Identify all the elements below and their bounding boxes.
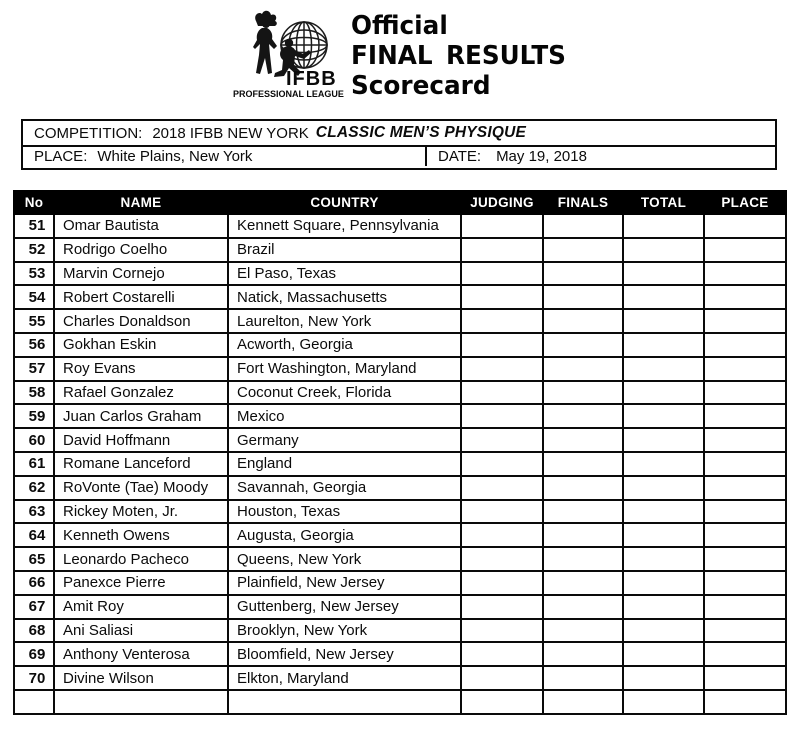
- table-row: [14, 381, 786, 405]
- competition-row: [23, 121, 775, 147]
- cell-finals: [543, 523, 623, 547]
- cell-judging: [461, 285, 543, 309]
- table-row: [14, 500, 786, 524]
- cell-judging: [461, 619, 543, 643]
- cell-total: [623, 500, 704, 524]
- cell-country: [228, 690, 461, 714]
- table-row: [14, 619, 786, 643]
- cell-country: Guttenberg, New Jersey: [228, 595, 461, 619]
- cell-judging: [461, 262, 543, 286]
- competition-label: COMPETITION:: [34, 124, 143, 142]
- cell-finals: [543, 547, 623, 571]
- cell-finals: [543, 238, 623, 262]
- cell-no: 64: [14, 523, 54, 547]
- cell-total: [623, 452, 704, 476]
- cell-country: Queens, New York: [228, 547, 461, 571]
- cell-judging: [461, 333, 543, 357]
- competition-value: 2018 IFBB NEW YORK: [152, 124, 309, 142]
- cell-name: Roy Evans: [54, 357, 228, 381]
- cell-judging: [461, 452, 543, 476]
- cell-name: David Hoffmann: [54, 428, 228, 452]
- cell-no: 51: [14, 214, 54, 238]
- header-judging: JUDGING: [461, 191, 543, 214]
- cell-total: [623, 595, 704, 619]
- cell-name: Charles Donaldson: [54, 309, 228, 333]
- cell-finals: [543, 381, 623, 405]
- cell-country: Coconut Creek, Florida: [228, 381, 461, 405]
- date-cell: [425, 147, 775, 166]
- cell-no: 59: [14, 404, 54, 428]
- cell-name: Gokhan Eskin: [54, 333, 228, 357]
- place-label: PLACE:: [34, 148, 88, 165]
- cell-judging: [461, 571, 543, 595]
- cell-place: [704, 642, 786, 666]
- table-row: [14, 571, 786, 595]
- cell-country: Fort Washington, Maryland: [228, 357, 461, 381]
- title-line-scorecard: Scorecard: [351, 71, 491, 101]
- cell-no: 55: [14, 309, 54, 333]
- cell-no: [14, 690, 54, 714]
- cell-name: Rafael Gonzalez: [54, 381, 228, 405]
- cell-no: 58: [14, 381, 54, 405]
- title-line-final-results: FINAL RESULTS: [351, 41, 566, 71]
- cell-no: 60: [14, 428, 54, 452]
- cell-finals: [543, 690, 623, 714]
- cell-country: Brazil: [228, 238, 461, 262]
- place-cell: [23, 147, 425, 166]
- table-row-cutoff: [14, 690, 786, 714]
- cell-total: [623, 619, 704, 643]
- cell-place: [704, 262, 786, 286]
- cell-finals: [543, 309, 623, 333]
- header-name: NAME: [54, 191, 228, 214]
- cell-total: [623, 476, 704, 500]
- table-row: [14, 404, 786, 428]
- cell-total: [623, 381, 704, 405]
- cell-place: [704, 619, 786, 643]
- cell-finals: [543, 571, 623, 595]
- table-row: [14, 642, 786, 666]
- cell-country: El Paso, Texas: [228, 262, 461, 286]
- title-block: [351, 11, 566, 101]
- cell-name: Panexce Pierre: [54, 571, 228, 595]
- cell-country: Savannah, Georgia: [228, 476, 461, 500]
- cell-country: Brooklyn, New York: [228, 619, 461, 643]
- table-row: [14, 428, 786, 452]
- table-row: [14, 666, 786, 690]
- cell-place: [704, 285, 786, 309]
- cell-place: [704, 476, 786, 500]
- date-value: May 19, 2018: [496, 148, 587, 165]
- cell-name: Omar Bautista: [54, 214, 228, 238]
- table-row: [14, 333, 786, 357]
- cell-name: RoVonte (Tae) Moody: [54, 476, 228, 500]
- cell-total: [623, 642, 704, 666]
- cell-judging: [461, 309, 543, 333]
- cell-finals: [543, 262, 623, 286]
- cell-place: [704, 571, 786, 595]
- cell-country: Acworth, Georgia: [228, 333, 461, 357]
- table-row: [14, 523, 786, 547]
- cell-place: [704, 357, 786, 381]
- cell-finals: [543, 357, 623, 381]
- cell-no: 68: [14, 619, 54, 643]
- header-no: No: [14, 191, 54, 214]
- logo-subtitle-text: PROFESSIONAL LEAGUE: [233, 89, 344, 99]
- cell-name: Ani Saliasi: [54, 619, 228, 643]
- cell-name: Marvin Cornejo: [54, 262, 228, 286]
- cell-country: Kennett Square, Pennsylvania: [228, 214, 461, 238]
- cell-place: [704, 452, 786, 476]
- cell-name: Anthony Venterosa: [54, 642, 228, 666]
- table-row: [14, 262, 786, 286]
- cell-finals: [543, 619, 623, 643]
- female-poser-icon: [253, 11, 277, 74]
- cell-finals: [543, 595, 623, 619]
- cell-place: [704, 404, 786, 428]
- place-date-row: [23, 147, 775, 166]
- cell-total: [623, 428, 704, 452]
- cell-total: [623, 357, 704, 381]
- cell-judging: [461, 238, 543, 262]
- cell-judging: [461, 381, 543, 405]
- cell-no: 56: [14, 333, 54, 357]
- cell-country: England: [228, 452, 461, 476]
- cell-name: Amit Roy: [54, 595, 228, 619]
- cell-name: Kenneth Owens: [54, 523, 228, 547]
- results-table-body: [14, 214, 786, 714]
- logo-ifbb-text: IFBB: [286, 68, 337, 90]
- title-line-official: Official: [351, 11, 448, 41]
- cell-country: Houston, Texas: [228, 500, 461, 524]
- cell-finals: [543, 428, 623, 452]
- cell-no: 63: [14, 500, 54, 524]
- ifbb-logo-graphic: [226, 9, 348, 105]
- cell-no: 66: [14, 571, 54, 595]
- cell-finals: [543, 333, 623, 357]
- cell-country: Mexico: [228, 404, 461, 428]
- cell-place: [704, 214, 786, 238]
- cell-judging: [461, 357, 543, 381]
- competition-division: CLASSIC MEN’S PHYSIQUE: [315, 124, 527, 141]
- cell-no: 57: [14, 357, 54, 381]
- cell-no: 70: [14, 666, 54, 690]
- cell-finals: [543, 214, 623, 238]
- cell-finals: [543, 500, 623, 524]
- header-country: COUNTRY: [228, 191, 461, 214]
- table-row: [14, 285, 786, 309]
- cell-place: [704, 381, 786, 405]
- cell-total: [623, 238, 704, 262]
- place-value: White Plains, New York: [97, 148, 253, 165]
- date-label: DATE:: [438, 148, 482, 165]
- cell-place: [704, 333, 786, 357]
- cell-judging: [461, 595, 543, 619]
- cell-place: [704, 428, 786, 452]
- cell-total: [623, 404, 704, 428]
- cell-total: [623, 333, 704, 357]
- table-row: [14, 452, 786, 476]
- cell-total: [623, 262, 704, 286]
- cell-name: Rickey Moten, Jr.: [54, 500, 228, 524]
- results-table: [13, 190, 787, 715]
- cell-country: Augusta, Georgia: [228, 523, 461, 547]
- cell-place: [704, 309, 786, 333]
- cell-name: Rodrigo Coelho: [54, 238, 228, 262]
- cell-no: 69: [14, 642, 54, 666]
- header-finals: FINALS: [543, 191, 623, 214]
- cell-finals: [543, 476, 623, 500]
- cell-judging: [461, 523, 543, 547]
- cell-judging: [461, 690, 543, 714]
- cell-place: [704, 523, 786, 547]
- cell-country: Bloomfield, New Jersey: [228, 642, 461, 666]
- cell-finals: [543, 452, 623, 476]
- cell-judging: [461, 666, 543, 690]
- cell-no: 65: [14, 547, 54, 571]
- header-total: TOTAL: [623, 191, 704, 214]
- cell-country: Elkton, Maryland: [228, 666, 461, 690]
- cell-judging: [461, 404, 543, 428]
- table-row: [14, 238, 786, 262]
- table-row: [14, 309, 786, 333]
- cell-name: Leonardo Pacheco: [54, 547, 228, 571]
- cell-total: [623, 571, 704, 595]
- cell-judging: [461, 500, 543, 524]
- ifbb-logo: [226, 9, 348, 105]
- cell-country: Germany: [228, 428, 461, 452]
- cell-no: 53: [14, 262, 54, 286]
- cell-judging: [461, 214, 543, 238]
- cell-no: 61: [14, 452, 54, 476]
- cell-name: [54, 690, 228, 714]
- cell-name: Romane Lanceford: [54, 452, 228, 476]
- cell-total: [623, 309, 704, 333]
- table-row: [14, 547, 786, 571]
- cell-judging: [461, 642, 543, 666]
- cell-no: 54: [14, 285, 54, 309]
- cell-country: Natick, Massachusetts: [228, 285, 461, 309]
- cell-country: Laurelton, New York: [228, 309, 461, 333]
- cell-judging: [461, 428, 543, 452]
- cell-finals: [543, 666, 623, 690]
- cell-country: Plainfield, New Jersey: [228, 571, 461, 595]
- cell-name: Robert Costarelli: [54, 285, 228, 309]
- header-place: PLACE: [704, 191, 786, 214]
- cell-total: [623, 547, 704, 571]
- cell-place: [704, 595, 786, 619]
- cell-place: [704, 238, 786, 262]
- table-row: [14, 595, 786, 619]
- cell-finals: [543, 285, 623, 309]
- table-row: [14, 357, 786, 381]
- table-header-row: [14, 191, 786, 214]
- cell-name: Juan Carlos Graham: [54, 404, 228, 428]
- cell-total: [623, 285, 704, 309]
- cell-place: [704, 547, 786, 571]
- cell-total: [623, 690, 704, 714]
- cell-no: 62: [14, 476, 54, 500]
- competition-info-box: [21, 119, 777, 170]
- cell-name: Divine Wilson: [54, 666, 228, 690]
- cell-total: [623, 214, 704, 238]
- cell-total: [623, 523, 704, 547]
- table-row: [14, 476, 786, 500]
- cell-no: 67: [14, 595, 54, 619]
- cell-place: [704, 690, 786, 714]
- cell-finals: [543, 642, 623, 666]
- cell-place: [704, 500, 786, 524]
- table-row: [14, 214, 786, 238]
- cell-total: [623, 666, 704, 690]
- cell-judging: [461, 547, 543, 571]
- cell-no: 52: [14, 238, 54, 262]
- cell-judging: [461, 476, 543, 500]
- cell-place: [704, 666, 786, 690]
- cell-finals: [543, 404, 623, 428]
